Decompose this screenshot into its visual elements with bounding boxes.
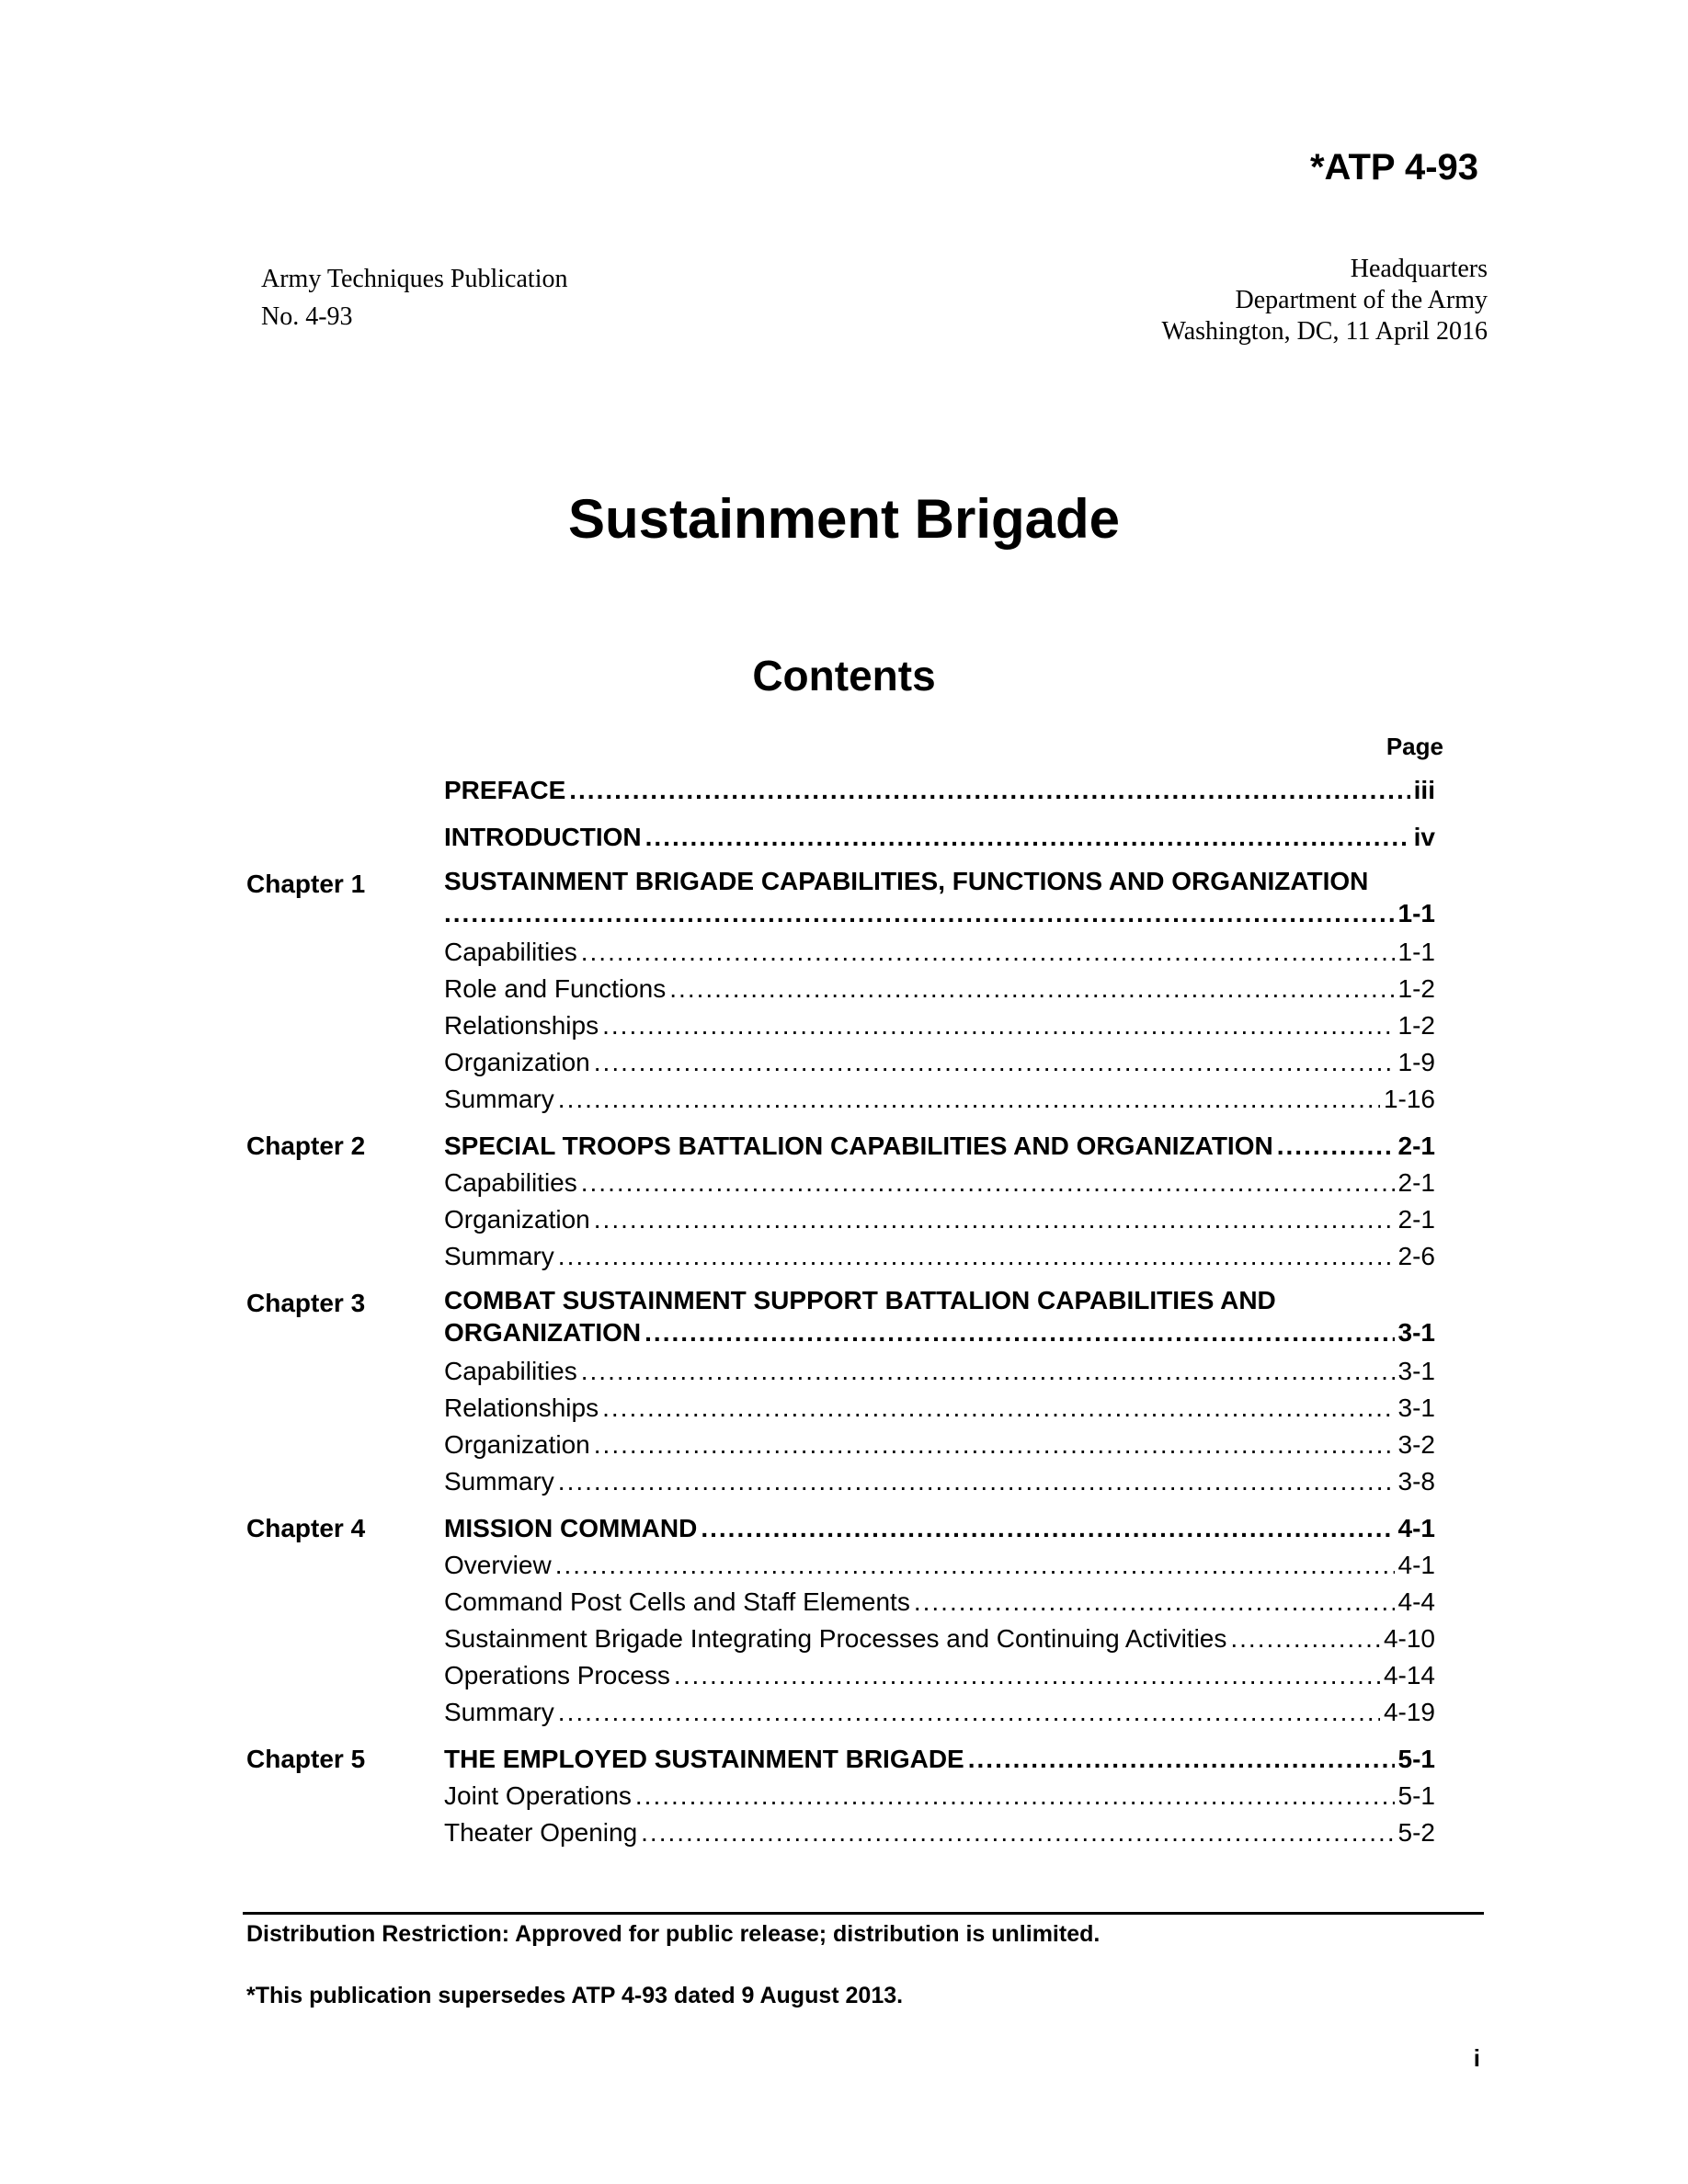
chapter-label: Chapter 3 (246, 1289, 366, 1317)
dot-leader (1230, 1621, 1380, 1657)
section-title: Joint Operations (444, 1781, 632, 1810)
section-page: 5-2 (1397, 1818, 1435, 1847)
contents-heading: Contents (752, 652, 936, 700)
dot-leader (594, 1201, 1395, 1238)
section-page: 1-9 (1397, 1048, 1435, 1076)
section-page: 1-2 (1397, 1011, 1435, 1040)
dot-leader (558, 1694, 1380, 1731)
supersedes-note: *This publication supersedes ATP 4-93 dated 9 August 2013. (246, 1983, 904, 2008)
toc-section[interactable] (0, 1694, 1688, 1731)
toc-section[interactable] (0, 1814, 1688, 1851)
document-id: *ATP 4-93 (1309, 147, 1478, 188)
dot-leader (602, 1390, 1394, 1427)
chapter-title: SUSTAINMENT BRIGADE CAPABILITIES, FUNCTIONS AND ORGANIZATION (444, 867, 1369, 895)
section-title: Organization (444, 1430, 590, 1459)
dot-leader (594, 1044, 1395, 1081)
section-page: 1-1 (1397, 938, 1435, 966)
chapter-title: SPECIAL TROOPS BATTALION CAPABILITIES AND ORGANIZATION (444, 1132, 1273, 1160)
dot-leader (645, 819, 1410, 856)
section-title: Summary (444, 1698, 554, 1726)
section-page: 2-6 (1397, 1242, 1435, 1270)
document-title: Sustainment Brigade (567, 488, 1121, 550)
publication-number: No. 4-93 (261, 302, 353, 331)
dot-leader (558, 1238, 1395, 1275)
toc-section[interactable] (0, 971, 1688, 1007)
section-page: 2-1 (1397, 1168, 1435, 1197)
distribution-restriction: Distribution Restriction: Approved for public release; distribution is unlimited. (246, 1921, 1101, 1947)
section-title: Overview (444, 1551, 552, 1579)
dot-leader (669, 971, 1394, 1007)
section-title: Summary (444, 1242, 554, 1270)
section-title: Summary (444, 1085, 554, 1113)
toc-section[interactable] (0, 1081, 1688, 1118)
location-date-line: Washington, DC, 11 April 2016 (1161, 317, 1488, 346)
chapter-label: Chapter 2 (246, 1132, 366, 1160)
section-page: 4-4 (1397, 1587, 1435, 1616)
toc-section[interactable] (0, 1165, 1688, 1201)
dot-leader (635, 1778, 1395, 1814)
section-title: Command Post Cells and Staff Elements (444, 1587, 910, 1616)
toc-section[interactable] (0, 1238, 1688, 1275)
dot-leader (914, 1584, 1395, 1621)
section-page: 3-1 (1397, 1357, 1435, 1385)
toc-section[interactable] (0, 1201, 1688, 1238)
chapter-title: COMBAT SUSTAINMENT SUPPORT BATTALION CAPABILITIES AND (444, 1286, 1276, 1314)
table-of-contents (0, 772, 1688, 1851)
chapter-title: MISSION COMMAND (444, 1514, 698, 1542)
section-title: Organization (444, 1205, 590, 1234)
toc-entry-preface[interactable] (0, 772, 1688, 809)
section-title: Summary (444, 1467, 554, 1496)
dot-leader (674, 1657, 1380, 1694)
toc-section[interactable] (0, 1621, 1688, 1657)
section-page: 4-1 (1397, 1551, 1435, 1579)
toc-chapter-5[interactable] (0, 1741, 1688, 1778)
toc-section[interactable] (0, 1463, 1688, 1500)
dot-leader (581, 1353, 1395, 1390)
section-page: 1-16 (1383, 1085, 1435, 1113)
toc-section[interactable] (0, 934, 1688, 971)
section-page: 2-1 (1397, 1205, 1435, 1234)
toc-section[interactable] (0, 1044, 1688, 1081)
toc-chapter-4[interactable] (0, 1510, 1688, 1547)
section-title: Organization (444, 1048, 590, 1076)
toc-chapter-1[interactable] (0, 866, 1688, 934)
chapter-label: Chapter 4 (246, 1514, 366, 1542)
dot-leader (594, 1427, 1395, 1463)
publication-block (261, 260, 567, 336)
department-line: Department of the Army (1235, 286, 1488, 314)
dot-leader (558, 1463, 1395, 1500)
dot-leader (581, 934, 1395, 971)
dot-leader (602, 1007, 1394, 1044)
section-title: Capabilities (444, 1357, 577, 1385)
toc-chapter-2[interactable] (0, 1128, 1688, 1165)
page-number: i (1473, 2044, 1480, 2072)
toc-section[interactable] (0, 1547, 1688, 1584)
dot-leader (581, 1165, 1395, 1201)
toc-section[interactable] (0, 1778, 1688, 1814)
footer-divider (243, 1912, 1484, 1915)
toc-entry-title: INTRODUCTION (444, 823, 642, 851)
section-title: Theater Opening (444, 1818, 638, 1847)
chapter-page: 2-1 (1397, 1132, 1435, 1160)
dot-leader (641, 1814, 1394, 1851)
dot-leader (558, 1081, 1380, 1118)
chapter-label: Chapter 5 (246, 1745, 366, 1773)
chapter-page: 4-1 (1397, 1514, 1435, 1542)
toc-entry-introduction[interactable] (0, 819, 1688, 856)
toc-entry-title: PREFACE (444, 776, 566, 804)
toc-entry-page: iii (1413, 776, 1435, 804)
dot-leader (701, 1510, 1394, 1547)
section-title: Capabilities (444, 1168, 577, 1197)
chapter-title-continued: ORGANIZATION (444, 1318, 642, 1347)
section-page: 4-14 (1383, 1661, 1435, 1689)
toc-section[interactable] (0, 1657, 1688, 1694)
chapter-page: 1-1 (1397, 899, 1435, 927)
section-title: Operations Process (444, 1661, 670, 1689)
toc-section[interactable] (0, 1584, 1688, 1621)
toc-section[interactable] (0, 1353, 1688, 1390)
chapter-page: 5-1 (1397, 1745, 1435, 1773)
toc-chapter-3[interactable] (0, 1285, 1688, 1353)
chapter-page: 3-1 (1397, 1318, 1435, 1347)
section-title: Role and Functions (444, 974, 667, 1003)
section-page: 1-2 (1397, 974, 1435, 1003)
section-page: 3-2 (1397, 1430, 1435, 1459)
chapter-label: Chapter 1 (246, 870, 366, 898)
section-page: 5-1 (1397, 1781, 1435, 1810)
section-title: Relationships (444, 1393, 599, 1422)
page-column-label: Page (1386, 733, 1443, 760)
dot-leader (444, 897, 1395, 930)
dot-leader (569, 772, 1409, 809)
section-title: Capabilities (444, 938, 577, 966)
section-page: 3-1 (1397, 1393, 1435, 1422)
toc-section[interactable] (0, 1007, 1688, 1044)
headquarters-line: Headquarters (1350, 255, 1488, 283)
dot-leader (644, 1316, 1394, 1349)
headquarters-block (1162, 254, 1488, 347)
section-title: Relationships (444, 1011, 599, 1040)
chapter-title: THE EMPLOYED SUSTAINMENT BRIGADE (444, 1745, 964, 1773)
dot-leader (968, 1741, 1395, 1778)
publication-type: Army Techniques Publication (261, 265, 568, 293)
section-page: 3-8 (1397, 1467, 1435, 1496)
toc-section[interactable] (0, 1390, 1688, 1427)
section-page: 4-19 (1383, 1698, 1435, 1726)
dot-leader (1277, 1128, 1395, 1165)
toc-entry-page: iv (1413, 823, 1435, 851)
section-page: 4-10 (1383, 1624, 1435, 1653)
toc-section[interactable] (0, 1427, 1688, 1463)
section-title: Sustainment Brigade Integrating Processes and Continuing Activities (444, 1624, 1227, 1653)
dot-leader (555, 1547, 1395, 1584)
